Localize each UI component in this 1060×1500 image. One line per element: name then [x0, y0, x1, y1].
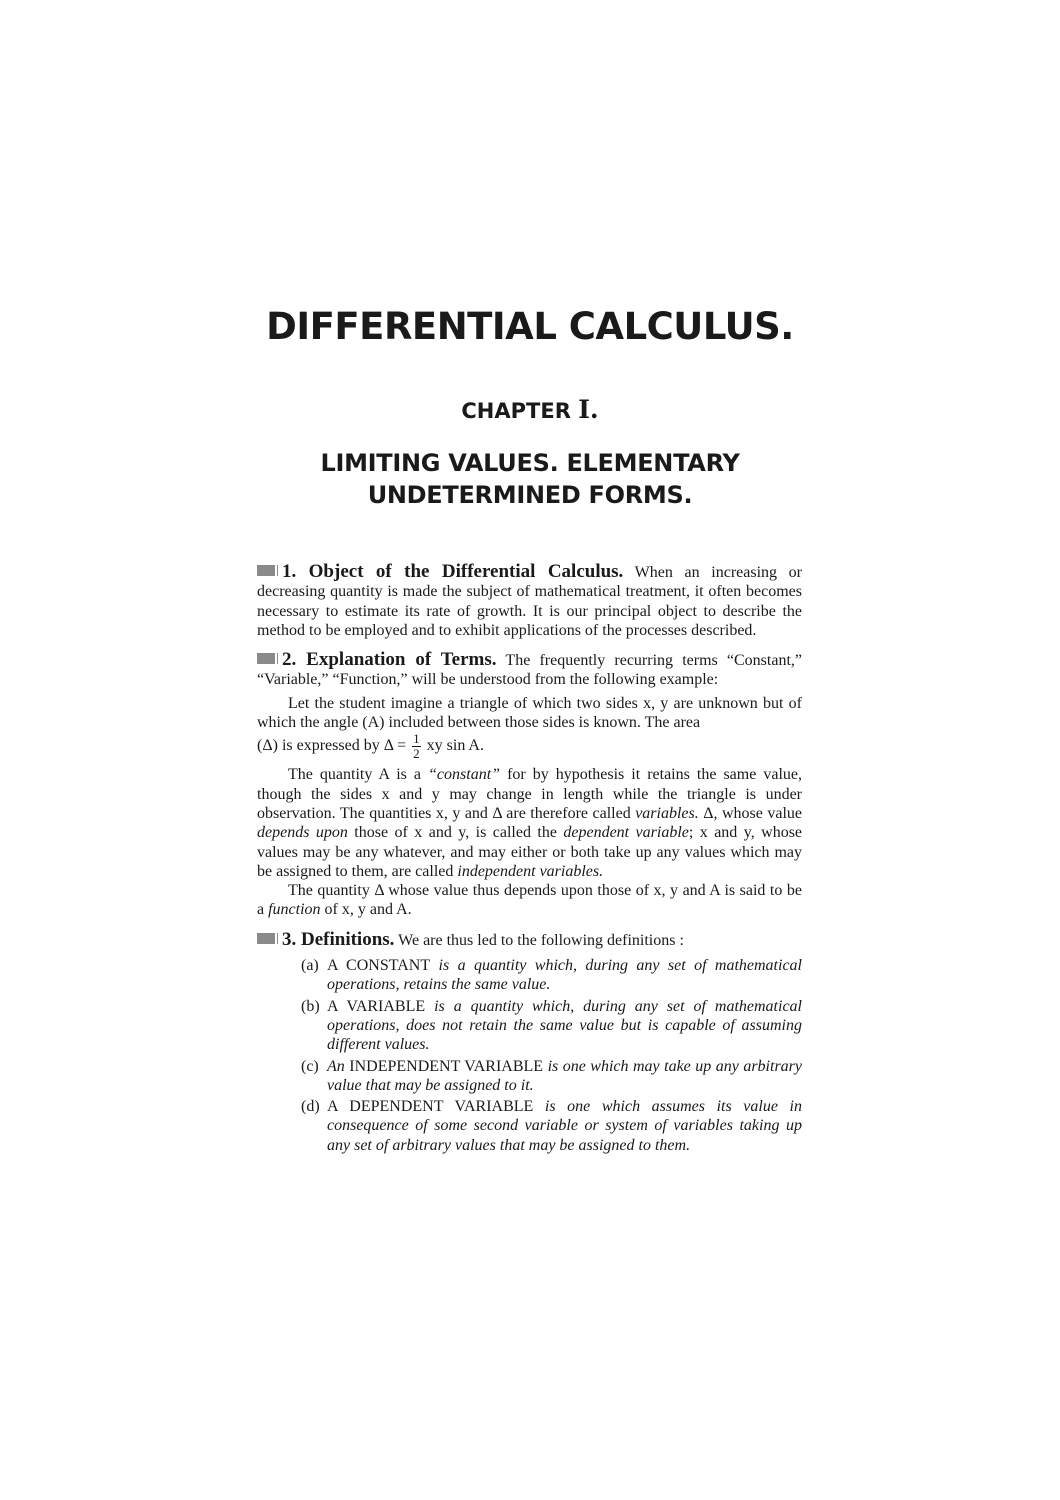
definition-text	[327, 997, 802, 1055]
chapter-label: CHAPTER	[461, 399, 571, 423]
chapter-number: I.	[578, 395, 599, 424]
constant-paragraph	[257, 765, 802, 881]
definition-label: (d)	[301, 1098, 320, 1116]
definition-body: is one which assumes its value in consequence of some second variable or system of variables taking up any set of arbitrary values that may be assigned to them.	[327, 1098, 802, 1154]
section-1-title: Object of the Differential Calculus.	[308, 561, 624, 582]
definition-text	[327, 1057, 802, 1096]
chapter-heading	[0, 395, 1060, 424]
section-2-number: 2.	[282, 649, 297, 671]
fraction-denominator: 2	[413, 746, 420, 762]
section-3-heading	[282, 929, 394, 950]
area-formula	[257, 732, 802, 761]
section-2	[257, 650, 802, 690]
fraction-numerator: 1	[413, 731, 420, 747]
section-marker-icon	[257, 565, 275, 576]
text-run: for by hypothesis it retains the same value, though the sides x and y may change in length while the triangle is under observation. The quantities x, y and Δ are therefore called	[257, 766, 802, 822]
section-2-text: The frequently recurring terms “Constant,” “Variable,” “Function,” will be understood from the following example:	[257, 652, 802, 689]
definition-label: (c)	[301, 1057, 319, 1075]
section-2-heading	[282, 649, 497, 670]
text-run: The quantity A is a	[288, 766, 429, 784]
emphasis: depends upon	[257, 824, 348, 842]
section-1	[257, 562, 802, 640]
definition-term: A CONSTANT	[327, 957, 431, 975]
chapter-body	[257, 562, 802, 1157]
definition-label: (a)	[301, 957, 319, 975]
formula-prefix: (Δ) is expressed by Δ =	[257, 737, 407, 755]
triangle-text: Let the student imagine a triangle of which two sides x, y are unknown but of which the angle (A) included between those sides is known. The area	[257, 694, 802, 732]
section-3	[257, 930, 802, 950]
section-1-heading	[282, 561, 623, 582]
definition-body: is one which may take up any arbitrary value that may be assigned to it.	[327, 1057, 803, 1094]
text-run: Δ, whose value	[698, 804, 802, 822]
section-1-text: When an increasing or decreasing quantity is made the subject of mathematical treatment, it often becomes necessary to estimate its rate of growth. It is our principal object to describe the method to be employed and to exhibit applications of the processes described.	[257, 564, 802, 639]
emphasis: function	[268, 901, 321, 919]
emphasis: dependent variable	[563, 824, 689, 842]
emphasis: “constant”	[428, 766, 501, 784]
section-marker-icon	[257, 653, 275, 664]
definition-term: INDEPENDENT VARIABLE	[349, 1057, 544, 1075]
subtitle-line-1: LIMITING VALUES. ELEMENTARY	[320, 449, 740, 477]
definition-text	[327, 956, 802, 995]
definition-item	[301, 1097, 802, 1155]
text-run: The quantity Δ whose value thus depends upon those of x, y and A is said to be a	[257, 882, 802, 919]
section-2-title: Explanation of Terms.	[306, 649, 497, 671]
text-run: ; x and y, whose values may be any whatever, and may either or both take up any values which may be assigned to them, are called	[257, 824, 803, 880]
definition-item	[301, 956, 802, 995]
definition-item	[301, 997, 802, 1055]
text-run: those of x and y, is called the	[347, 824, 564, 842]
definition-item	[301, 1057, 802, 1096]
definition-term: A DEPENDENT VARIABLE	[327, 1098, 534, 1116]
definition-body: is a quantity which, during any set of mathematical operations, retains the same value.	[327, 957, 802, 994]
triangle-paragraph	[257, 694, 802, 733]
subtitle-line-2: UNDETERMINED FORMS.	[367, 481, 693, 509]
section-3-text: We are thus led to the following definitions :	[398, 931, 684, 949]
book-title: DIFFERENTIAL CALCULUS.	[266, 305, 794, 348]
section-marker-icon	[257, 933, 275, 944]
emphasis: variables.	[635, 804, 699, 822]
definition-label: (b)	[301, 997, 320, 1015]
fraction-one-half	[412, 732, 421, 761]
definition-article: An	[327, 1057, 350, 1075]
definition-term: A VARIABLE	[327, 997, 426, 1015]
emphasis: independent variables.	[457, 862, 604, 880]
formula-suffix: xy sin A.	[426, 737, 484, 755]
section-3-number: 3.	[282, 928, 297, 950]
function-paragraph	[257, 881, 802, 920]
definition-text	[327, 1097, 802, 1155]
definitions-list	[257, 956, 802, 1155]
definition-body: is a quantity which, during any set of mathematical operations, does not retain the same value but is capable of assuming different values.	[327, 997, 802, 1054]
section-1-number: 1.	[282, 561, 297, 582]
text-run: of x, y and A.	[320, 901, 412, 919]
chapter-subtitle	[0, 447, 1060, 511]
section-3-title: Definitions.	[301, 928, 395, 950]
